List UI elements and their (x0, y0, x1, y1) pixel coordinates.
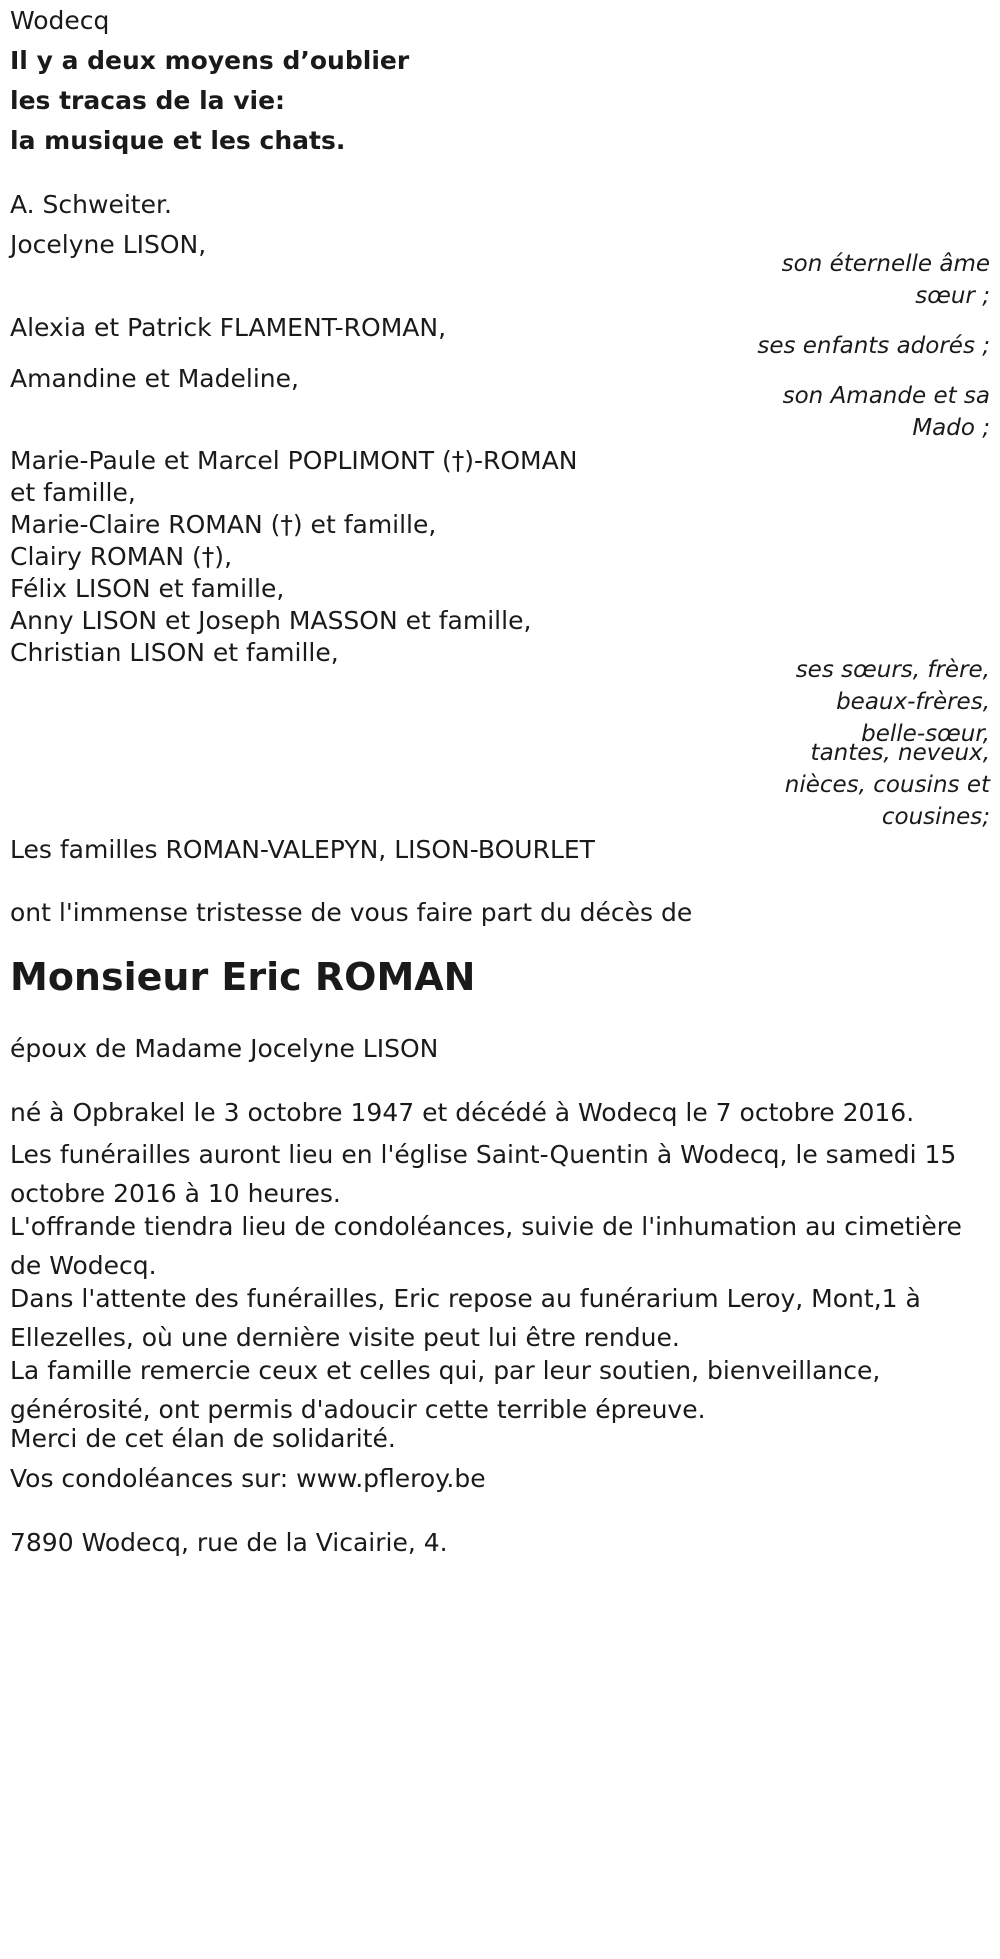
quote-line: Il y a deux moyens d’oublier (10, 46, 410, 75)
funeral-paragraph: Les funérailles auront lieu en l'église Saint-Quentin à Wodecq, le samedi 15 octobre 2016 à 10 heures. (10, 1140, 957, 1208)
grandchildren-role: son Amande et sa (782, 383, 990, 409)
locality: Wodecq (10, 6, 110, 35)
address-line: 7890 Wodecq, rue de la Vicairie, 4. (10, 1528, 448, 1557)
relatives-role: cousines; (881, 804, 990, 830)
quote-author: A. Schweiter. (10, 190, 172, 219)
offering-paragraph: L'offrande tiendra lieu de condoléances, suivie de l'inhumation au cimetière de Wodecq. (10, 1212, 962, 1280)
quote-line: les tracas de la vie: (10, 86, 286, 115)
grandchildren-role: Mado ; (912, 415, 990, 441)
birth-death-line: né à Opbrakel le 3 octobre 1947 et décédé à Wodecq le 7 octobre 2016. (10, 1098, 915, 1127)
spouse-role: sœur ; (915, 283, 990, 309)
relative-line: Christian LISON et famille, (10, 638, 339, 667)
viewing-paragraph: Dans l'attente des funérailles, Eric repose au funérarium Leroy, Mont,1 à Ellezelles, où une dernière visite peut lui être rendue. (10, 1284, 921, 1352)
relative-line: et famille, (10, 478, 136, 507)
spouse-name: Jocelyne LISON, (10, 230, 207, 259)
children-names: Alexia et Patrick FLAMENT-ROMAN, (10, 313, 447, 342)
condolences-line: Vos condoléances sur: www.pfleroy.be (10, 1464, 486, 1493)
relative-line: Anny LISON et Joseph MASSON et famille, (10, 606, 532, 635)
relatives-role: ses sœurs, frère, (795, 657, 990, 683)
relative-line: Félix LISON et famille, (10, 574, 285, 603)
spouse-role: son éternelle âme (781, 251, 990, 277)
relative-line: Marie-Paule et Marcel POPLIMONT (†)-ROMAN (10, 446, 578, 475)
families-line: Les familles ROMAN-VALEPYN, LISON-BOURLET (10, 835, 595, 864)
relative-line: Marie-Claire ROMAN (†) et famille, (10, 510, 437, 539)
relatives-role: tantes, neveux, (810, 740, 990, 766)
deceased-name: Monsieur Eric ROMAN (10, 955, 476, 999)
relative-line: Clairy ROMAN (†), (10, 542, 233, 571)
quote-line: la musique et les chats. (10, 126, 346, 155)
relatives-role: beaux-frères, (836, 689, 990, 715)
spouse-line: époux de Madame Jocelyne LISON (10, 1034, 439, 1063)
intro-text: ont l'immense tristesse de vous faire part du décès de (10, 898, 693, 927)
solidarity-line: Merci de cet élan de solidarité. (10, 1424, 396, 1453)
relatives-role: belle-sœur, (861, 721, 990, 747)
thanks-paragraph: La famille remercie ceux et celles qui, par leur soutien, bienveillance, générosité, ont permis d'adoucir cette terrible épreuve. (10, 1356, 881, 1424)
children-role: ses enfants adorés ; (757, 333, 990, 359)
grandchildren-names: Amandine et Madeline, (10, 364, 299, 393)
relatives-role: nièces, cousins et (784, 772, 990, 798)
